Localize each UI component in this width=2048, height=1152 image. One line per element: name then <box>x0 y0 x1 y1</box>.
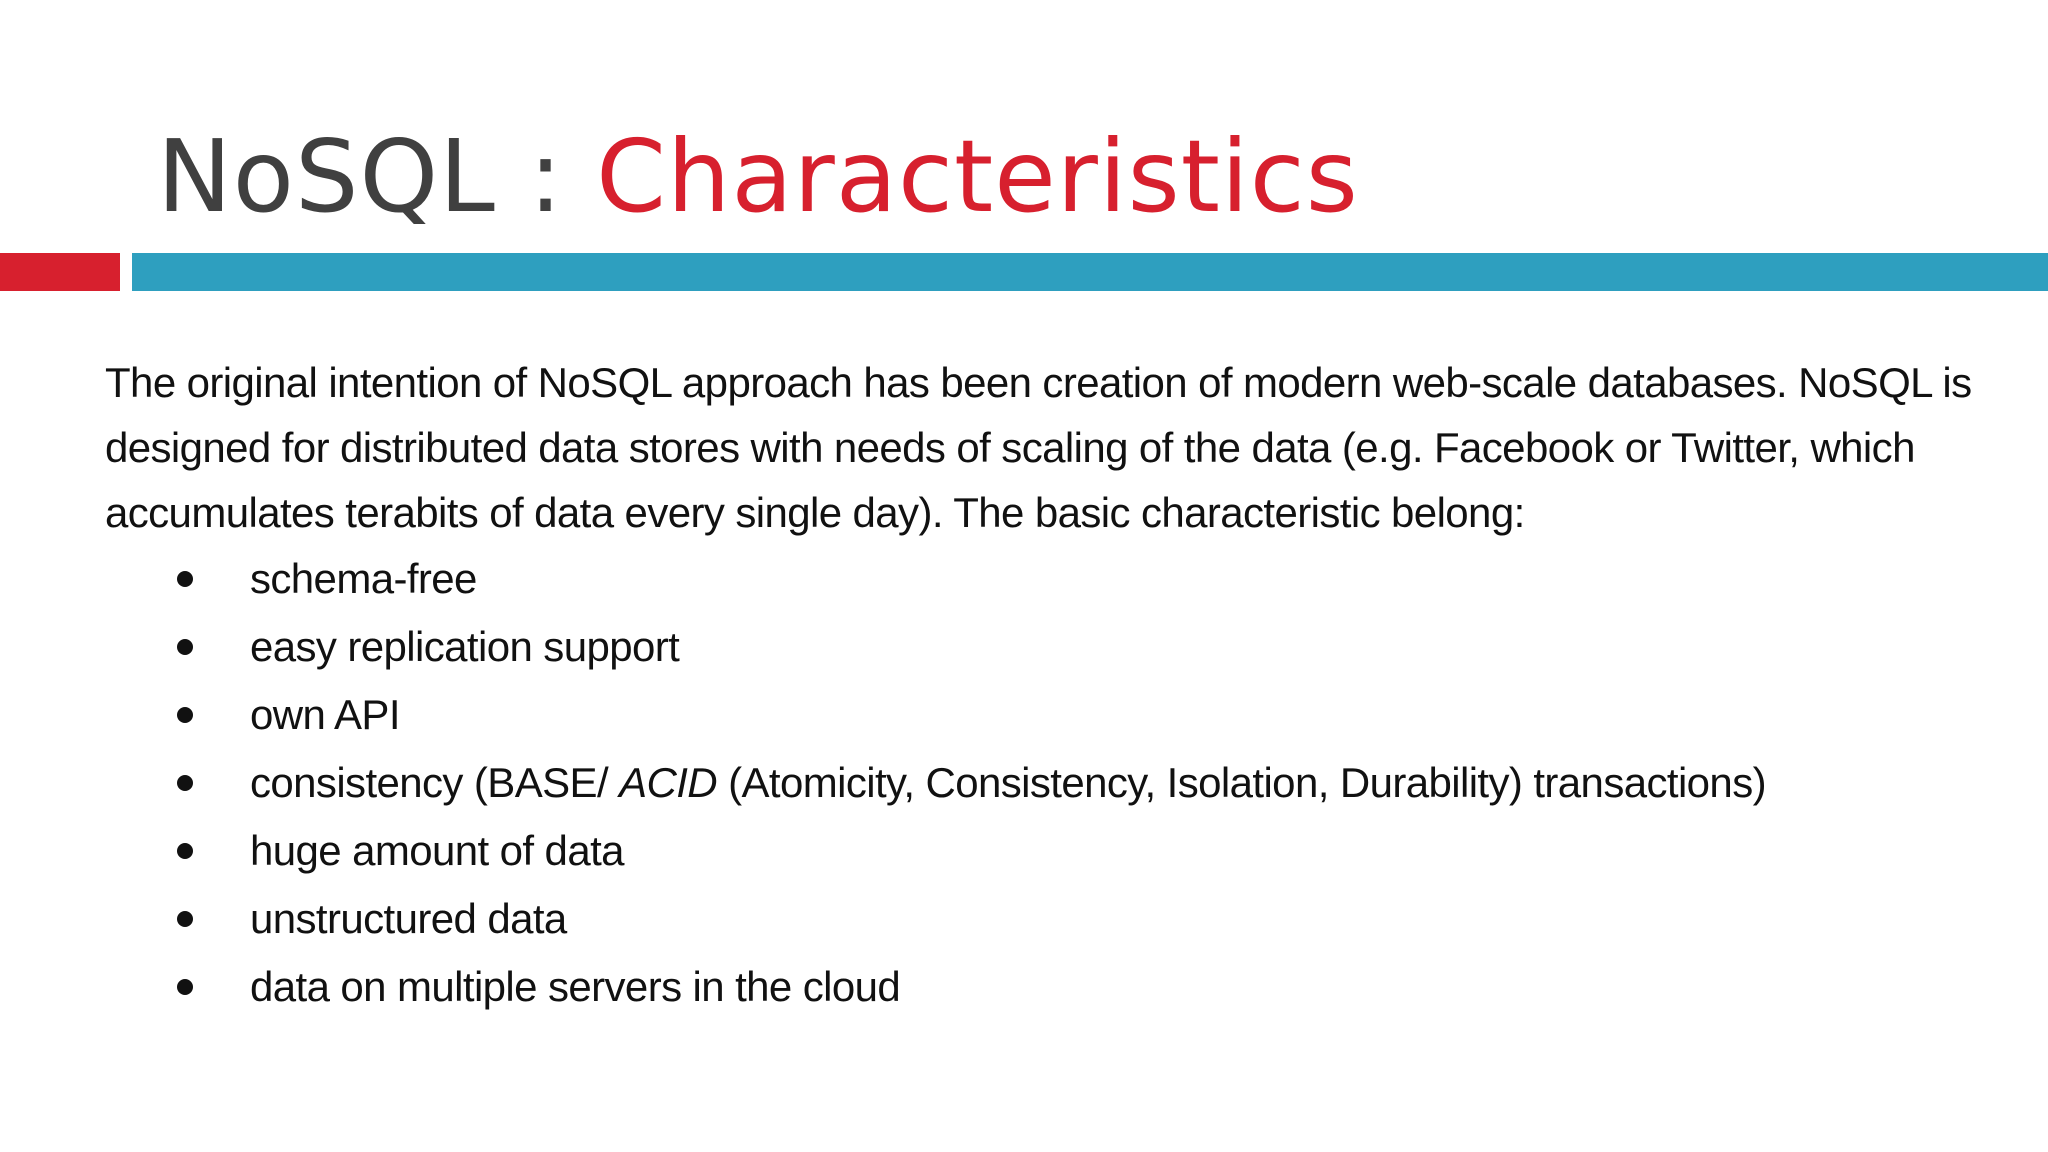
list-item <box>105 885 2005 953</box>
list-item-text <box>250 749 1766 817</box>
slide-content <box>105 350 2005 1021</box>
list-item-text: data on multiple servers in the cloud <box>250 963 901 1010</box>
bullet-icon <box>177 707 193 723</box>
list-item-text-before: consistency (BASE/ <box>250 759 620 806</box>
bullet-icon <box>177 775 193 791</box>
list-item <box>105 749 2005 817</box>
title-accent: Characteristics <box>596 118 1359 235</box>
list-item-text: huge amount of data <box>250 827 624 874</box>
intro-paragraph: The original intention of NoSQL approach has been creation of modern web-scale databases. NoSQL is designed for distributed data stores with needs of scaling of the data (e.g. Facebook or Twitter, which accumulates terabits of data every single day). The basic characteristic belong: <box>105 359 1972 536</box>
accent-bar-blue <box>132 253 2048 291</box>
list-item <box>105 953 2005 1021</box>
list-item-text-italic: ACID <box>619 759 718 806</box>
list-item <box>105 817 2005 885</box>
list-item <box>105 681 2005 749</box>
bullet-icon <box>177 571 193 587</box>
list-item-text: schema-free <box>250 555 477 602</box>
title-main: NoSQL : <box>157 118 597 235</box>
list-item <box>105 545 2005 613</box>
slide-title <box>157 112 1359 242</box>
list-item-text: own API <box>250 691 400 738</box>
list-item-text: easy replication support <box>250 623 680 670</box>
list-item-text-after: (Atomicity, Consistency, Isolation, Durability) transactions) <box>717 759 1766 806</box>
list-item <box>105 613 2005 681</box>
bullet-icon <box>177 979 193 995</box>
accent-bar-red <box>0 253 120 291</box>
characteristics-list <box>105 545 2005 1021</box>
bullet-icon <box>177 843 193 859</box>
list-item-text: unstructured data <box>250 895 567 942</box>
bullet-icon <box>177 639 193 655</box>
bullet-icon <box>177 911 193 927</box>
